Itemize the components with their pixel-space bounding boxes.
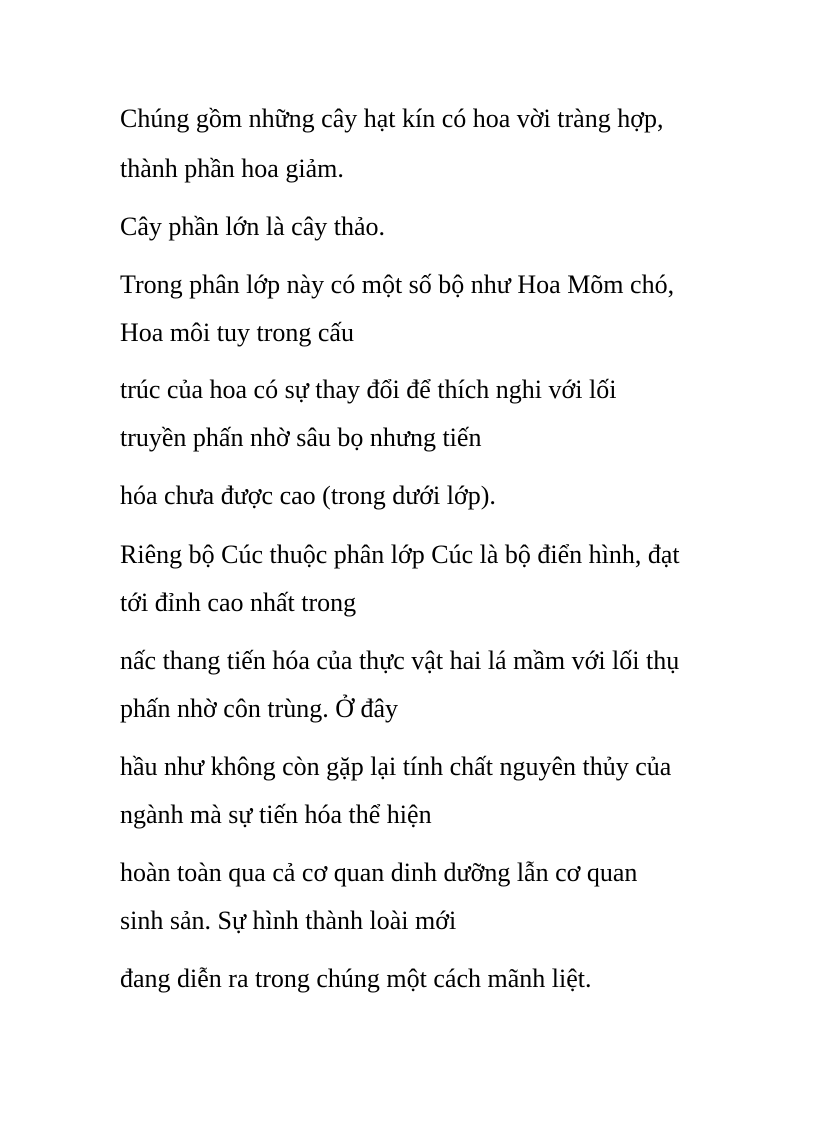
text-line: hầu như không còn gặp lại tính chất nguyên thủy của bbox=[120, 752, 672, 781]
text-line: Trong phân lớp này có một số bộ như Hoa Mõm chó, bbox=[120, 270, 675, 299]
text-line: Riêng bộ Cúc thuộc phân lớp Cúc là bộ điển hình, đạt bbox=[120, 540, 680, 569]
text-line: truyền phấn nhờ sâu bọ nhưng tiến bbox=[120, 423, 482, 452]
text-line: Chúng gồm những cây hạt kín có hoa vời tràng hợp, bbox=[120, 104, 664, 133]
text-line: nấc thang tiến hóa của thực vật hai lá mầm với lối thụ bbox=[120, 646, 680, 675]
text-line: ngành mà sự tiến hóa thể hiện bbox=[120, 800, 432, 829]
text-line: sinh sản. Sự hình thành loài mới bbox=[120, 906, 457, 935]
text-line: hóa chưa được cao (trong dưới lớp). bbox=[120, 481, 496, 510]
text-line: trúc của hoa có sự thay đổi để thích nghi với lối bbox=[120, 375, 617, 404]
text-line: đang diễn ra trong chúng một cách mãnh liệt. bbox=[120, 964, 592, 993]
text-line: thành phần hoa giảm. bbox=[120, 154, 344, 183]
text-line: tới đỉnh cao nhất trong bbox=[120, 588, 357, 617]
text-line: Hoa môi tuy trong cấu bbox=[120, 318, 354, 347]
text-line: hoàn toàn qua cả cơ quan dinh dưỡng lẫn cơ quan bbox=[120, 858, 638, 887]
text-line: phấn nhờ côn trùng. Ở đây bbox=[120, 694, 399, 723]
text-line: Cây phần lớn là cây thảo. bbox=[120, 212, 386, 241]
